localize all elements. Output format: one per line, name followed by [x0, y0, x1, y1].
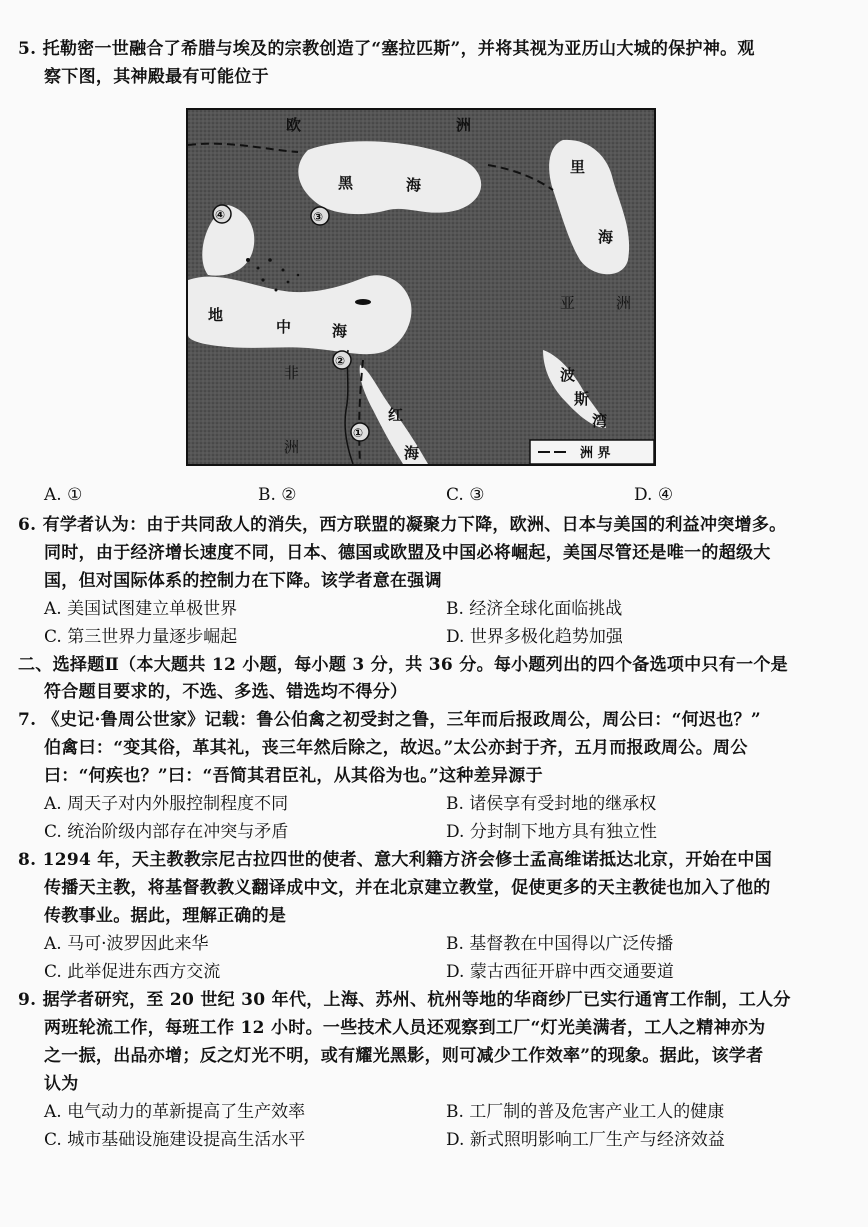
marker-2 [333, 351, 351, 369]
q9-option-b[interactable]: B. 工厂制的普及危害产业工人的健康 [446, 1102, 725, 1122]
label-med-2: 中 [276, 318, 292, 336]
label-med-1: 地 [208, 306, 224, 324]
q6-stem-line2: 同时，由于经济增长速度不同，日本、德国或欧盟及中国必将崛起，美国尽管还是唯一的超级大 [44, 543, 771, 563]
svg-text:②: ② [335, 354, 346, 368]
q7-option-d[interactable]: D. 分封制下地方具有独立性 [446, 822, 657, 842]
marker-4 [213, 205, 231, 223]
q8-stem-line2: 传播天主教，将基督教教义翻译成中文，并在北京建立教堂，促使更多的天主教徒也加入了他的 [44, 878, 771, 898]
q9-stem-line4: 认为 [44, 1074, 79, 1094]
q8-stem-line3: 传教事业。据此，理解正确的是 [44, 906, 287, 926]
marker-3 [311, 207, 329, 225]
label-europe-1: 欧 [286, 116, 302, 134]
svg-text:④: ④ [215, 208, 226, 222]
q5-map [186, 108, 656, 466]
label-med-3: 海 [332, 322, 348, 340]
label-persia-2: 斯 [574, 390, 590, 408]
q8-option-d[interactable]: D. 蒙古西征开辟中西交通要道 [446, 962, 674, 982]
label-asia-2: 洲 [616, 294, 632, 312]
label-black-1: 黑 [338, 174, 354, 192]
label-persia-1: 波 [560, 366, 576, 384]
label-africa-2: 洲 [284, 438, 300, 456]
q9-stem-line3: 之一振，出品亦增；反之灯光不明，或有耀光黑影，则可减少工作效率”的现象。据此，该学者 [44, 1046, 764, 1066]
q8-stem-line1: 8. 1294 年，天主教教宗尼古拉四世的使者、意大利籍方济会修士孟高维诺抵达北京，开始在中国 [18, 850, 772, 870]
q7-option-a[interactable]: A. 周天子对内外服控制程度不同 [44, 794, 289, 814]
q7-stem-line2: 伯禽曰：“变其俗，革其礼，丧三年然后除之，故迟。”太公亦封于齐，五月而报政周公。周公 [44, 738, 748, 758]
legend-label: 洲 界 [580, 446, 611, 461]
label-red-2: 海 [404, 444, 420, 462]
q9-option-c[interactable]: C. 城市基础设施建设提高生活水平 [44, 1130, 306, 1150]
q7-stem-line3: 曰：“何疾也？”曰：“吾简其君臣礼，从其俗为也。”这种差异源于 [44, 766, 543, 786]
q6-option-a[interactable]: A. 美国试图建立单极世界 [44, 599, 238, 619]
q8-option-c[interactable]: C. 此举促进东西方交流 [44, 962, 221, 982]
q5-option-d[interactable]: D. ④ [634, 485, 674, 505]
q6-stem-line1: 6. 有学者认为：由于共同敌人的消失，西方联盟的凝聚力下降，欧洲、日本与美国的利益冲突增多。 [18, 515, 787, 535]
label-red-1: 红 [388, 406, 404, 424]
q9-option-d[interactable]: D. 新式照明影响工厂生产与经济效益 [446, 1130, 725, 1150]
map-graphic [188, 110, 654, 464]
q9-stem-line2: 两班轮流工作，每班工作 12 小时。一些技术人员还观察到工厂“灯光美满者，工人之精神亦为 [44, 1018, 766, 1038]
map-legend [530, 440, 654, 464]
q5-option-b[interactable]: B. ② [258, 485, 297, 505]
q7-stem-line1: 7. 《史记·鲁周公世家》记载：鲁公伯禽之初受封之鲁，三年而后报政周公，周公曰：“何迟也？” [18, 710, 761, 730]
svg-text:③: ③ [313, 210, 324, 224]
q7-option-c[interactable]: C. 统治阶级内部存在冲突与矛盾 [44, 822, 289, 842]
label-asia-1: 亚 [560, 294, 576, 312]
label-persia-3: 湾 [592, 412, 608, 430]
q9-stem-line1: 9. 据学者研究，至 20 世纪 30 年代，上海、苏州、杭州等地的华商纱厂已实行通宵工作制，工人分 [18, 990, 791, 1010]
q7-option-b[interactable]: B. 诸侯享有受封地的继承权 [446, 794, 657, 814]
section2-heading-line2: 符合题目要求的，不选、多选、错选均不得分） [44, 682, 408, 702]
q9-option-a[interactable]: A. 电气动力的革新提高了生产效率 [44, 1102, 306, 1122]
q6-stem-line3: 国，但对国际体系的控制力在下降。该学者意在强调 [44, 571, 442, 591]
q5-option-a[interactable]: A. ① [44, 485, 83, 505]
label-europe-2: 洲 [456, 116, 472, 134]
svg-text:①: ① [353, 426, 364, 440]
marker-1 [351, 423, 369, 441]
q5-stem-line1: 5. 托勒密一世融合了希腊与埃及的宗教创造了“塞拉匹斯”，并将其视为亚历山大城的保护神。观 [18, 39, 755, 59]
label-africa-1: 非 [284, 364, 300, 382]
q5-stem-line2: 察下图，其神殿最有可能位于 [44, 67, 269, 87]
q8-option-b[interactable]: B. 基督教在中国得以广泛传播 [446, 934, 674, 954]
label-caspian-1: 里 [570, 158, 586, 176]
label-caspian-2: 海 [598, 228, 614, 246]
q6-option-d[interactable]: D. 世界多极化趋势加强 [446, 627, 623, 647]
q6-option-b[interactable]: B. 经济全球化面临挑战 [446, 599, 623, 619]
q8-option-a[interactable]: A. 马可·波罗因此来华 [44, 934, 209, 954]
section2-heading-line1: 二、选择题Ⅱ（本大题共 12 小题，每小题 3 分，共 36 分。每小题列出的四个备选项中只有一个是 [18, 655, 788, 675]
q6-option-c[interactable]: C. 第三世界力量逐步崛起 [44, 627, 238, 647]
label-black-2: 海 [406, 176, 422, 194]
q5-option-c[interactable]: C. ③ [446, 485, 485, 505]
